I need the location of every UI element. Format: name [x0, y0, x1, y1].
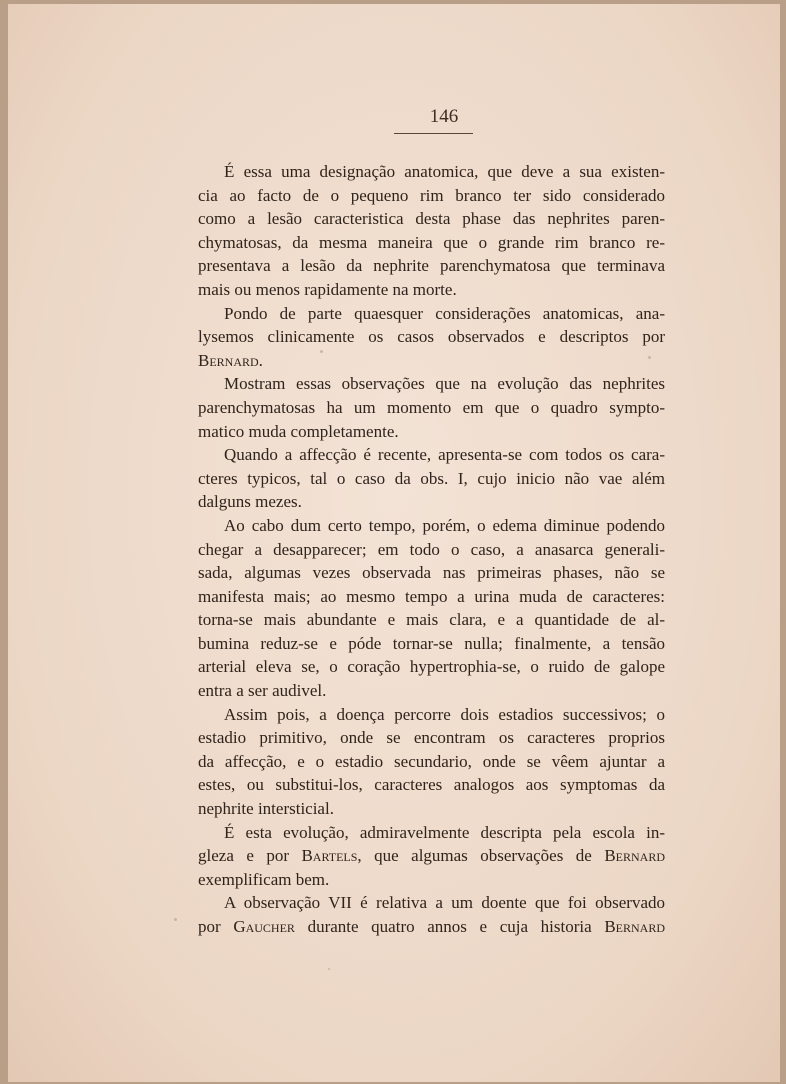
text-line: mais ou menos rapidamente na morte.	[198, 279, 457, 299]
text-line: É esta evolução, admiravelmente descripta pela escola in-	[224, 822, 665, 842]
text-line: da affecção, e o estadio secundario, onde se vêem ajuntar a	[198, 751, 665, 771]
text-line: torna-se mais abundante e mais clara, e a quantidade de al-	[198, 610, 665, 630]
text-line: Quando a affecção é recente, apresenta-se com todos os cara-	[224, 445, 665, 465]
text-line: cia ao facto de o pequeno rim branco ter sido considerado	[198, 185, 665, 205]
paragraph	[198, 891, 665, 938]
paper-spot	[648, 356, 651, 359]
paper-spot	[328, 968, 330, 970]
text-line: nephrite intersticial.	[198, 799, 334, 819]
text-line: chymatosas, da mesma maneira que o grande rim branco re-	[198, 232, 665, 252]
text-line: Ao cabo dum certo tempo, porém, o edema diminue podendo	[224, 515, 665, 535]
text-line: exemplificam bem.	[198, 869, 330, 889]
text-line: estadio primitivo, onde se encontram os caracteres proprios	[198, 728, 665, 748]
text-line: por Gaucher durante quatro annos e cuja historia Bernard	[198, 917, 665, 936]
text-line: Assim pois, a doença percorre dois estadios successivos; o	[224, 704, 665, 724]
page-number: 146	[429, 106, 459, 127]
text-line: parenchymatosas ha um momento em que o quadro sympto-	[198, 397, 665, 417]
author-name: Bernard	[604, 846, 665, 866]
text-line: matico muda completamente.	[198, 421, 399, 441]
text-line: Bernard.	[198, 350, 263, 370]
body-text	[198, 160, 665, 939]
text-line: como a lesão caracteristica desta phase das nephrites paren-	[198, 209, 665, 229]
page-number-rule	[394, 133, 473, 134]
paragraph	[198, 160, 665, 302]
text-line: estes, ou substitui-los, caracteres analogos aos symptomas da	[198, 775, 665, 795]
paragraph	[198, 821, 665, 892]
text-line: Mostram essas observações que na evolução das nephrites	[224, 374, 665, 394]
text-line: sada, algumas vezes observada nas primeiras phases, não se	[198, 563, 665, 583]
text-line: É essa uma designação anatomica, que deve a sua existen-	[224, 162, 665, 181]
text-line: bumina reduz-se e póde tornar-se nulla; finalmente, a tensão	[198, 633, 665, 653]
text-line: dalguns mezes.	[198, 492, 302, 512]
text-line: Pondo de parte quaesquer considerações anatomicas, ana-	[224, 303, 665, 323]
author-name: Bernard	[604, 917, 665, 936]
paragraph	[198, 514, 665, 703]
paragraph	[198, 302, 665, 373]
text-line: cteres typicos, tal o caso da obs. I, cujo inicio não vae além	[198, 468, 665, 488]
book-page	[8, 4, 780, 1082]
text-line: manifesta mais; ao mesmo tempo a urina muda de caracteres:	[198, 586, 665, 606]
paragraph	[198, 703, 665, 821]
author-name: Gaucher	[233, 917, 295, 936]
text-line: gleza e por Bartels, que algumas observações de Bernard	[198, 846, 665, 866]
text-line: chegar a desapparecer; em todo o caso, a anasarca generali-	[198, 539, 665, 559]
paper-spot	[320, 350, 323, 353]
text-line: entra a ser audivel.	[198, 681, 327, 701]
text-line: lysemos clinicamente os casos observados e descriptos por	[198, 327, 665, 347]
text-line: A observação VII é relativa a um doente que foi observado	[224, 893, 665, 913]
text-line: arterial eleva se, o coração hypertrophia-se, o ruido de galope	[198, 657, 665, 677]
paragraph	[198, 443, 665, 514]
paragraph	[198, 372, 665, 443]
author-name: Bartels	[301, 846, 358, 866]
text-line: presentava a lesão da nephrite parenchymatosa que terminava	[198, 256, 665, 276]
paper-spot	[174, 918, 177, 921]
